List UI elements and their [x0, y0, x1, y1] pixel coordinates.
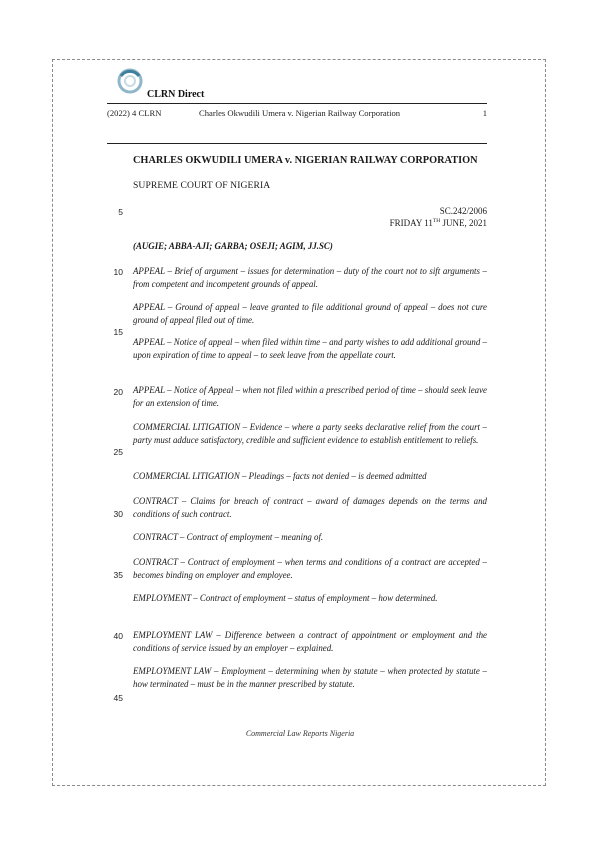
catchword-paragraph: APPEAL – Ground of appeal – leave granted to file additional ground of appeal – does not cure ground of appeal filed out of time. — [133, 302, 487, 325]
brand-name: CLRN Direct — [147, 89, 205, 100]
line-number: 35 — [113, 570, 123, 580]
line-number: 40 — [113, 631, 123, 641]
catchword-paragraph: COMMERCIAL LITIGATION – Pleadings – facts not denied – is deemed admitted — [133, 471, 427, 481]
line-number: 10 — [113, 267, 123, 277]
catchword-paragraph: EMPLOYMENT – Contract of employment – status of employment – how determined. — [133, 593, 438, 603]
header-rule-top — [107, 103, 487, 104]
catchword-paragraph: EMPLOYMENT LAW – Difference between a contract of appointment or employment and the conditions of service issued by an employer – explained. — [133, 630, 487, 653]
line-number: 20 — [113, 387, 123, 397]
line-number: 25 — [113, 447, 123, 457]
catchword-paragraph: APPEAL – Notice of Appeal – when not filed within a prescribed period of time – should seek leave for an extension of time. — [133, 385, 487, 408]
bench-justices: (AUGIE; ABBA-AJI; GARBA; OSEJI; AGIM, JJ.SC) — [133, 241, 333, 251]
clrn-logo-icon — [116, 67, 144, 95]
suit-number: SC.242/2006 — [439, 206, 487, 216]
line-number: 5 — [118, 207, 123, 217]
header-rule-bottom — [107, 143, 487, 144]
page-number: 1 — [482, 108, 487, 118]
line-number: 45 — [113, 693, 123, 703]
catchword-paragraph: COMMERCIAL LITIGATION – Evidence – where a party seeks declarative relief from the court – party must adduce satisfactory, credible and sufficient evidence to establish entitlement to reliefs. — [133, 422, 487, 445]
catchword-paragraph: CONTRACT – Contract of employment – meaning of. — [133, 532, 324, 542]
line-number: 15 — [113, 327, 123, 337]
catchword-paragraph: APPEAL – Brief of argument – issues for determination – duty of the court not to sift arguments – from competent and incompetent grounds of appeal. — [133, 266, 487, 289]
judgment-date: FRIDAY 11TH JUNE, 2021 — [389, 218, 487, 228]
catchword-paragraph: CONTRACT – Contract of employment – when terms and conditions of a contract are accepted – becomes binding on employer and employee. — [133, 557, 487, 580]
line-number: 30 — [113, 509, 123, 519]
catchword-paragraph: CONTRACT – Claims for breach of contract – award of damages depends on the terms and conditions of such contract. — [133, 496, 487, 519]
court-name: SUPREME COURT OF NIGERIA — [133, 180, 271, 191]
report-citation: (2022) 4 CLRN — [107, 108, 162, 118]
catchword-paragraph: EMPLOYMENT LAW – Employment – determining when by statute – when protected by statute – how terminated – must be in the manner prescribed by statute. — [133, 666, 487, 689]
page-footer: Commercial Law Reports Nigeria — [245, 729, 355, 738]
running-parties: Charles Okwudili Umera v. Nigerian Railway Corporation — [199, 108, 401, 118]
case-title: CHARLES OKWUDILI UMERA v. NIGERIAN RAILWAY CORPORATION — [133, 155, 478, 166]
catchword-paragraph: APPEAL – Notice of appeal – when filed within time – and party wishes to add additional ground – upon expiration of time to appeal – to seek leave from the appellate court. — [133, 337, 487, 360]
